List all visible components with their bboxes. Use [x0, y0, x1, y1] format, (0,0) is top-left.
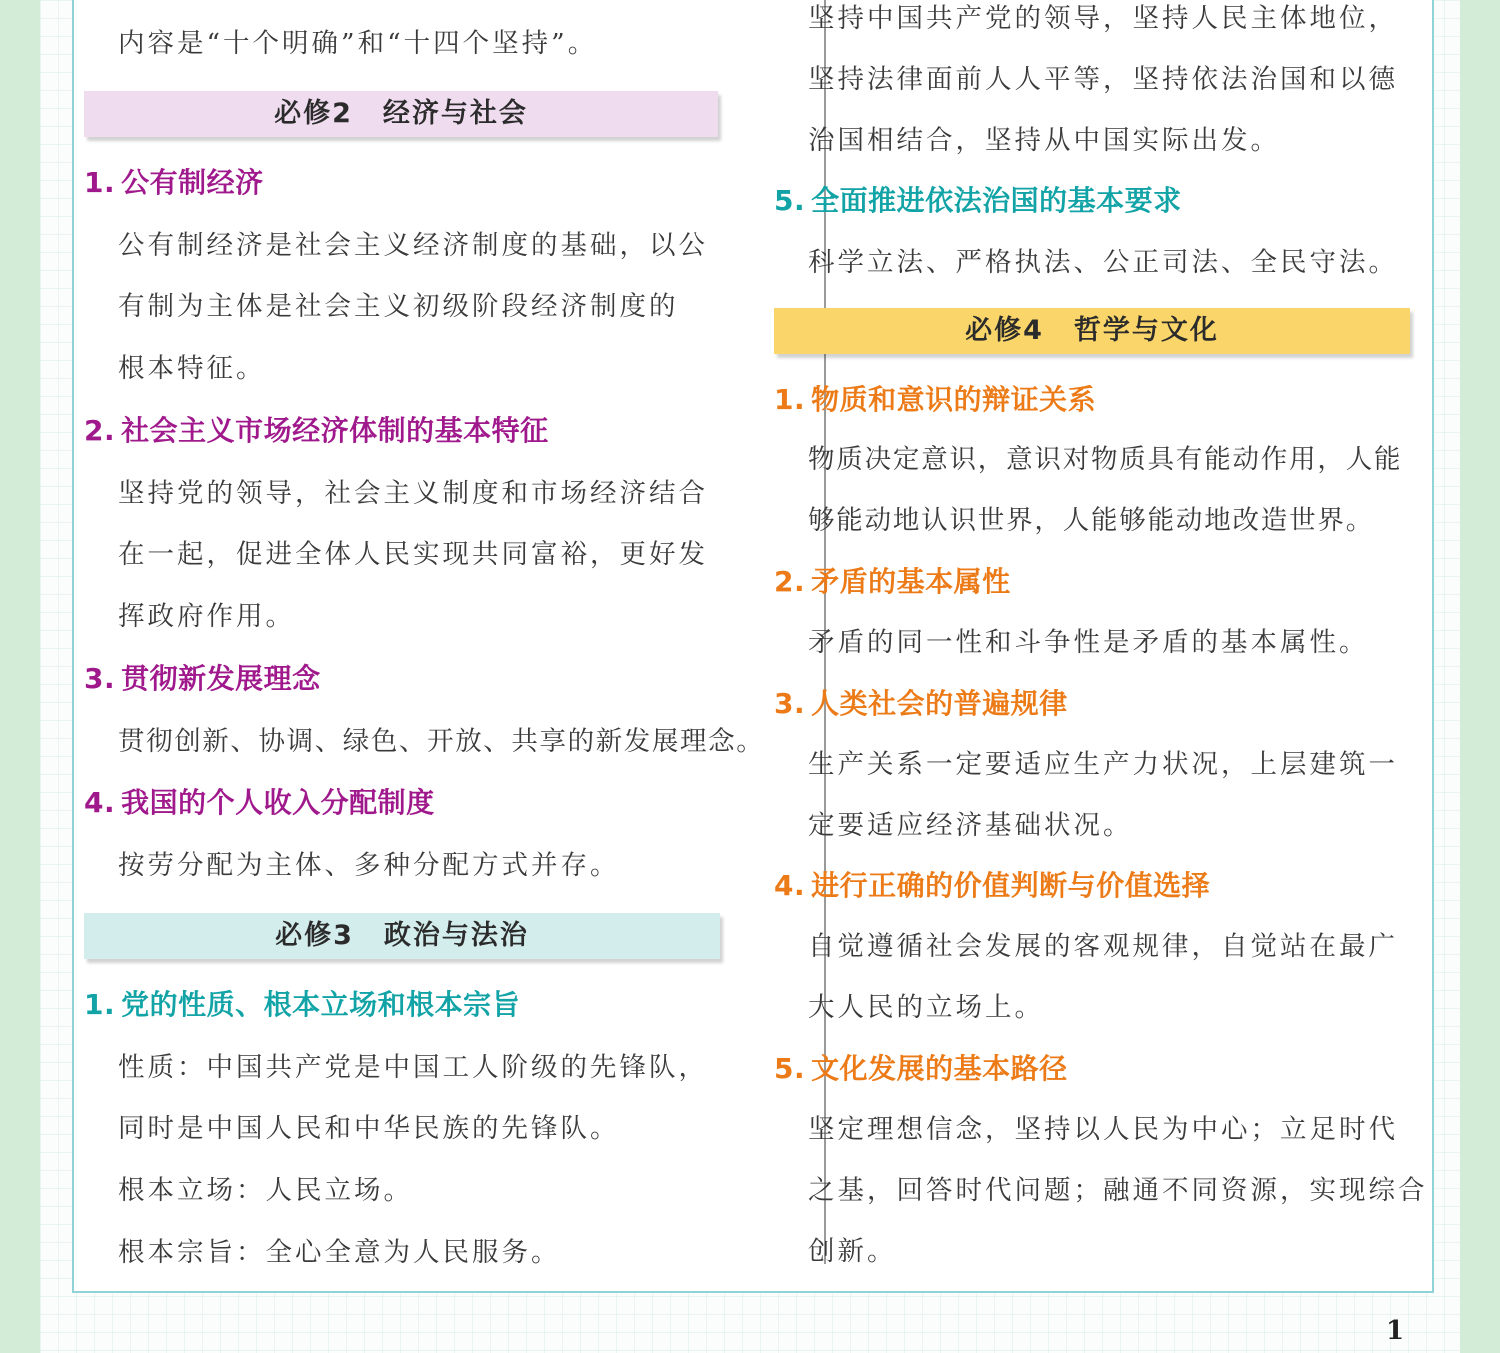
- body-line: 根本宗旨：全心全意为人民服务。: [118, 1237, 561, 1268]
- heading-number: 1.: [774, 383, 806, 416]
- body-line: 坚持党的领导，社会主义制度和市场经济结合: [118, 478, 708, 509]
- heading-title: 公有制经济: [121, 166, 264, 199]
- body-line: 矛盾的同一性和斗争性是矛盾的基本属性。: [808, 627, 1369, 658]
- section-heading: [84, 662, 321, 696]
- heading-title: 社会主义市场经济体制的基本特征: [121, 414, 549, 447]
- body-line: 贯彻创新、协调、绿色、开放、共享的新发展理念。: [118, 726, 765, 757]
- section-heading: [84, 166, 264, 200]
- banner-title: 哲学与文化: [1073, 315, 1219, 346]
- heading-number: 5.: [774, 1052, 806, 1085]
- page-number: 1: [1386, 1316, 1405, 1346]
- heading-number: 3.: [774, 687, 806, 720]
- section-heading: [774, 383, 1096, 417]
- section-banner-bixiu3: [84, 913, 720, 959]
- body-line: 坚定理想信念，坚持以人民为中心；立足时代: [808, 1114, 1398, 1145]
- section-heading: [774, 184, 1182, 218]
- section-banner-bixiu4: [774, 308, 1410, 354]
- heading-title: 文化发展的基本路径: [811, 1052, 1068, 1085]
- section-heading: [774, 687, 1068, 721]
- heading-number: 2.: [774, 565, 806, 598]
- body-line: 同时是中国人民和中华民族的先锋队。: [118, 1113, 620, 1144]
- heading-number: 4.: [774, 869, 806, 902]
- section-heading: [84, 988, 520, 1022]
- body-line: 定要适应经济基础状况。: [808, 810, 1133, 841]
- section-banner-bixiu2: [84, 91, 718, 137]
- heading-title: 物质和意识的辩证关系: [811, 383, 1097, 416]
- heading-number: 4.: [84, 786, 116, 819]
- intro-line: 内容是“十个明确”和“十四个坚持”。: [118, 28, 598, 59]
- banner-title: 经济与社会: [382, 98, 528, 129]
- banner-code: 必修4: [965, 315, 1044, 346]
- body-line: 大人民的立场上。: [808, 992, 1044, 1023]
- heading-number: 5.: [774, 184, 806, 217]
- body-line: 创新。: [808, 1236, 897, 1267]
- body-line: 物质决定意识，意识对物质具有能动作用，人能: [808, 444, 1403, 475]
- heading-title: 矛盾的基本属性: [811, 565, 1011, 598]
- body-line: 公有制经济是社会主义经济制度的基础，以公: [118, 230, 708, 261]
- body-line: 自觉遵循社会发展的客观规律，自觉站在最广: [808, 931, 1398, 962]
- banner-code: 必修3: [275, 920, 354, 951]
- heading-number: 3.: [84, 662, 116, 695]
- heading-title: 进行正确的价值判断与价值选择: [811, 869, 1211, 902]
- heading-title: 贯彻新发展理念: [121, 662, 321, 695]
- section-heading: [84, 414, 549, 448]
- body-line: 按劳分配为主体、多种分配方式并存。: [118, 850, 620, 881]
- heading-title: 全面推进依法治国的基本要求: [811, 184, 1182, 217]
- body-line: 生产关系一定要适应生产力状况，上层建筑一: [808, 749, 1398, 780]
- heading-title: 人类社会的普遍规律: [811, 687, 1068, 720]
- heading-title: 党的性质、根本立场和根本宗旨: [121, 988, 521, 1021]
- banner-code: 必修2: [274, 98, 353, 129]
- section-heading: [84, 786, 435, 820]
- body-line: 性质：中国共产党是中国工人阶级的先锋队，: [118, 1052, 708, 1083]
- body-line: 挥政府作用。: [118, 601, 295, 632]
- section-heading: [774, 1052, 1068, 1086]
- heading-number: 2.: [84, 414, 116, 447]
- body-line: 治国相结合，坚持从中国实际出发。: [808, 125, 1280, 156]
- body-line: 够能动地认识世界，人能够能动地改造世界。: [808, 505, 1374, 536]
- body-line: 坚持法律面前人人平等，坚持依法治国和以德: [808, 64, 1398, 95]
- section-heading: [774, 565, 1011, 599]
- heading-number: 1.: [84, 988, 116, 1021]
- section-heading: [774, 869, 1210, 903]
- banner-title: 政治与法治: [383, 920, 529, 951]
- body-line: 根本立场：人民立场。: [118, 1175, 413, 1206]
- body-line: 在一起，促进全体人民实现共同富裕，更好发: [118, 539, 708, 570]
- body-line: 之基，回答时代问题；融通不同资源，实现综合: [808, 1175, 1428, 1206]
- body-line: 有制为主体是社会主义初级阶段经济制度的: [118, 291, 679, 322]
- body-line: 科学立法、严格执法、公正司法、全民守法。: [808, 247, 1398, 278]
- body-line: 根本特征。: [118, 353, 266, 384]
- heading-title: 我国的个人收入分配制度: [121, 786, 435, 819]
- heading-number: 1.: [84, 166, 116, 199]
- body-line: 坚持中国共产党的领导，坚持人民主体地位，: [808, 3, 1398, 34]
